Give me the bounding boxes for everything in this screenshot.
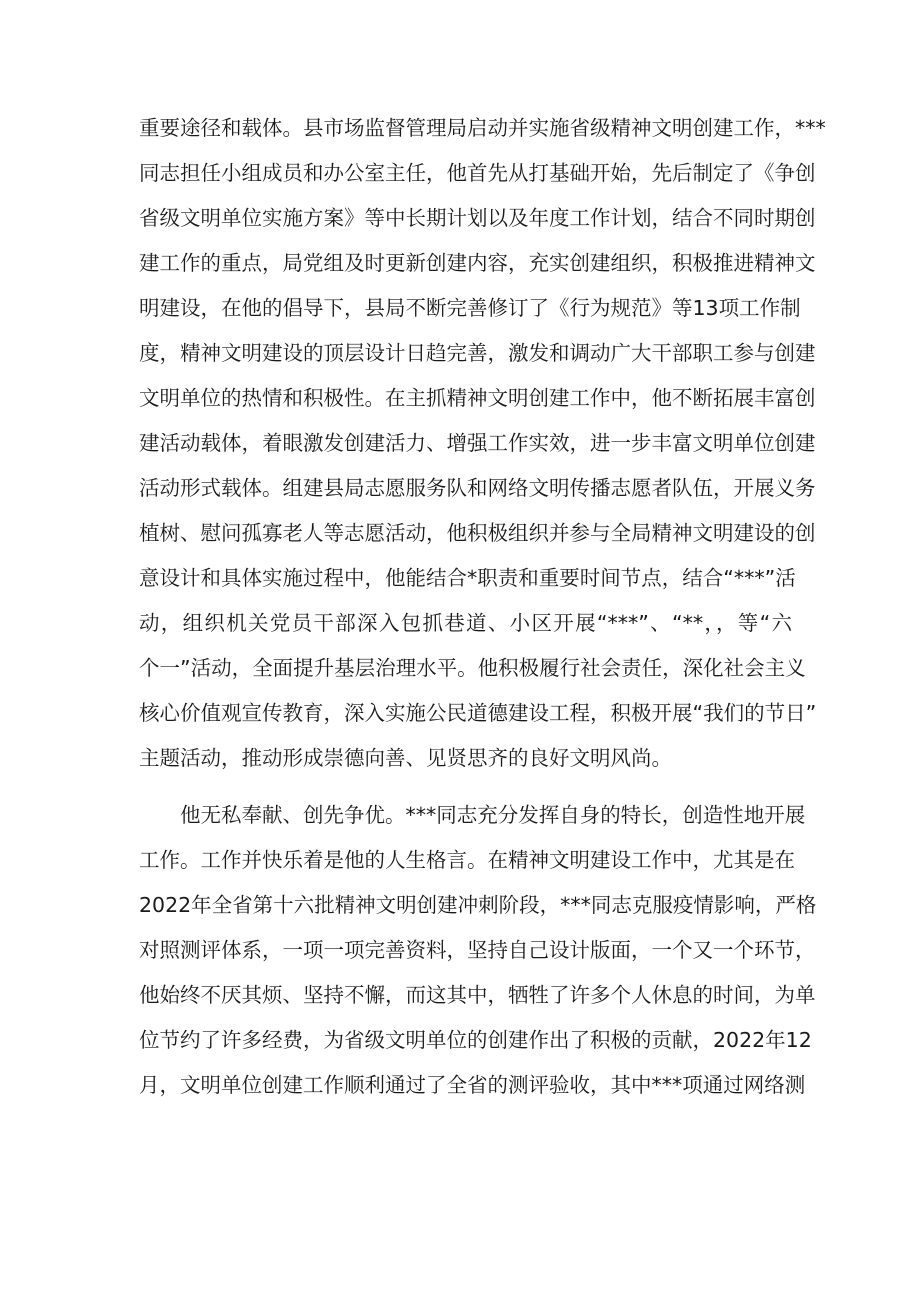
paragraph-2-line-1: 他无私奉献、创先争优。***同志充分发挥自身的特长，创造性地开展: [180, 803, 806, 827]
paragraph-2-line-3: 2022年全省第十六批精神文明创建冲刺阶段，***同志克服疫情影响，严格: [139, 893, 817, 917]
paragraph-1-line-2: 同志担任小组成员和办公室主任，他首先从打基础开始，先后制定了《争创: [139, 161, 816, 185]
paragraph-2-line-6: 位节约了许多经费，为省级文明单位的创建作出了积极的贡献，2022年12: [139, 1028, 812, 1052]
paragraph-1-line-8: 建活动载体，着眼激发创建活力、增强工作实效，进一步丰富文明单位创建: [139, 431, 816, 455]
paragraph-1-line-15: 主题活动，推动形成崇德向善、见贤思齐的良好文明风尚。: [139, 746, 672, 770]
paragraph-1-line-9: 活动形式载体。组建县局志愿服务队和网络文明传播志愿者队伍，开展义务: [139, 476, 816, 500]
paragraph-1-line-14: 核心价值观宣传教育，深入实施公民道德建设工程，积极开展“我们的节日”: [139, 701, 817, 725]
paragraph-2-line-5: 他始终不厌其烦、坚持不懈，而这其中，牺牲了许多个人休息的时间，为单: [139, 983, 816, 1007]
paragraph-1-line-13: 个一”活动，全面提升基层治理水平。他积极履行社会责任，深化社会主义: [139, 656, 806, 680]
paragraph-2-line-7: 月，文明单位创建工作顺利通过了全省的测评验收，其中***项通过网络测: [139, 1073, 806, 1097]
paragraph-1-line-3: 省级文明单位实施方案》等中长期计划以及年度工作计划，结合不同时期创: [139, 206, 816, 230]
paragraph-1-line-12: 动，组织机关党员干部深入包抓巷道、小区开展“***”、“**，，等“六: [139, 611, 792, 635]
paragraph-1-line-11: 意设计和具体实施过程中，他能结合*职责和重要时间节点，结合“***”活: [139, 566, 796, 590]
paragraph-1-line-1: 重要途径和载体。县市场监督管理局启动并实施省级精神文明创建工作，***: [139, 116, 826, 140]
paragraph-1-line-5: 明建设，在他的倡导下，县局不断完善修订了《行为规范》等13项工作制: [139, 296, 801, 320]
paragraph-1-line-7: 文明单位的热情和积极性。在主抓精神文明创建工作中，他不断拓展丰富创: [139, 386, 816, 410]
paragraph-1-line-4: 建工作的重点，局党组及时更新创建内容，充实创建组织，积极推进精神文: [139, 251, 816, 275]
paragraph-1-line-10: 植树、慰问孤寡老人等志愿活动，他积极组织并参与全局精神文明建设的创: [139, 521, 816, 545]
paragraph-2-line-2: 工作。工作并快乐着是他的人生格言。在精神文明建设工作中，尤其是在: [139, 848, 795, 872]
paragraph-1-line-6: 度，精神文明建设的顶层设计日趋完善，激发和调动广大干部职工参与创建: [139, 341, 816, 365]
paragraph-2-line-4: 对照测评体系，一项一项完善资料，坚持自己设计版面，一个又一个环节，: [139, 938, 816, 962]
